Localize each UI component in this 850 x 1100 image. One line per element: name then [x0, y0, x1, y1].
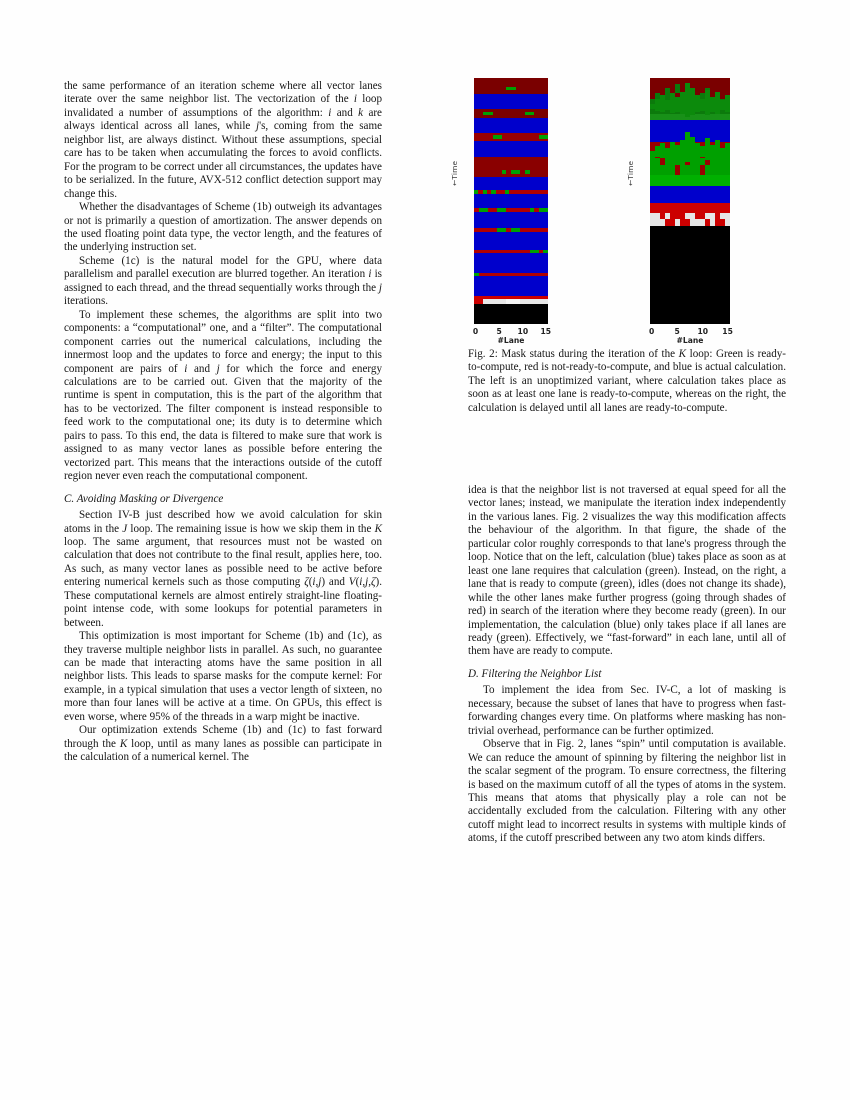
- heatmap-cell: [474, 276, 548, 296]
- heatmap-row: [474, 212, 548, 228]
- heatmap-cell: [474, 78, 548, 87]
- paragraph: Whether the disadvantages of Scheme (1b) outweigh its advantages or not is primarily a question of amortization. The answer depends on the used floating point data type, the vector length, and the features of the underlying instruction set.: [64, 201, 382, 254]
- heatmap-row: [474, 276, 548, 296]
- heatmap-row: [650, 165, 730, 175]
- y-axis-label: ←Time: [626, 160, 635, 186]
- heatmap-row: [650, 99, 730, 106]
- paragraph: Observe that in Fig. 2, lanes “spin” until computation is available. We can reduce the amount of spinning by filtering the neighbor list in the scalar segment of the program. To ensure correctness, the filtering is based on the maximum cutoff of all the types of atoms in the system. This means that atoms that physically play a role can not be accidentally excluded from the calculation. Filtering with any other cutoff might lead to incorrect results in systems with multiple kinds of atoms, if the cutoff prescribed between any two atom kinds differs.: [468, 738, 786, 845]
- heatmap-cell: [474, 94, 548, 109]
- figure-caption: Fig. 2: Mask status during the iteration of the K loop: Green is ready-to-compute, red is not-ready-to-compute, and blue is actual calculation. The left is an unoptimized variant, where calculation takes place as soon as at least one lane is ready-to-compute, whereas on the right, the calculation is delayed until all lanes are ready-to-compute.: [468, 348, 786, 414]
- x-tick: 10: [517, 327, 529, 336]
- heatmap-row: [474, 94, 548, 109]
- heatmap-cell: [650, 158, 660, 165]
- figure-plots: [450, 78, 786, 350]
- heatmap-cell: [715, 99, 730, 106]
- paragraph: Section IV-B just described how we avoid calculation for skin atoms in the J loop. The remaining issue is how we skip them in the K loop. The same argument, that resources must not be wasted on calculation that does not contribute to the final result, applies here, too. As such, as many vector lanes as possible need to be active before entering numerical kernels such as those computing ζ(i,j) and V(i,j,ζ). These computational kernels are almost entirely straight-line floating-point intense code, with some lookups for potential parameters in between.: [64, 509, 382, 629]
- heatmap-row: [474, 304, 548, 324]
- heatmap-row: [474, 194, 548, 209]
- heatmap-cell: [680, 99, 690, 106]
- heatmap-cell: [474, 253, 548, 273]
- heatmap-unoptimized: [474, 78, 548, 324]
- heatmap-cell: [665, 158, 685, 165]
- x-tick: 5: [674, 327, 680, 336]
- plot-unoptimized: [450, 78, 552, 345]
- figure-2: [450, 78, 786, 350]
- heatmap-cell: [650, 226, 730, 324]
- heatmap-row: [474, 253, 548, 273]
- heatmap-row: [474, 177, 548, 190]
- paragraph: Our optimization extends Scheme (1b) and (1c) to fast forward through the K loop, until as many lanes as possible can participate in the calculation of a numerical kernel. The: [64, 724, 382, 764]
- heatmap-row: [474, 118, 548, 133]
- paragraph: Scheme (1c) is the natural model for the GPU, where data parallelism and parallel execution are blurred together. An iteration i is assigned to each thread, and the thread sequentially works through the j iterations.: [64, 254, 382, 308]
- x-axis-label: #Lane: [497, 336, 525, 345]
- paragraph: the same performance of an iteration scheme where all vector lanes iterate over the same neighbor list. The vectorization of the i loop invalidated a number of assumptions of the algorithm: i and k are always identical across all lanes, while j's, coming from the same neighbor list, are always distinct. Without these assumptions, special care has to be taken when accumulating the forces to avoid conflicts. For the program to be correct under all circumstances, the updates have to be serialized. In the future, AVX-512 conflict detection support may change this.: [64, 80, 383, 200]
- paragraph: To implement these schemes, the algorithms are split into two components: a “computational” one, and a “filter”. The computational component carries out the numerical calculations, including the innermost loop and the updates to force and energy; the input to this component are pairs of i and j for which the force and energy calculations are to be carried out. Given that the majority of the runtime is spent in computation, this is the part of the algorithm that has to be vectorized. The filter component is instead responsible to feed work to the computational one; its duty is to determine which pairs to pass. To this end, the data is filtered to make sure that work is assigned to as many vector lanes as possible before entering the vectorized part. This means that the interactions outside of the cutoff region never even reach the computational component.: [64, 308, 382, 483]
- heatmap-cell: [474, 304, 548, 324]
- section-heading-d: D. Filtering the Neighbor List: [468, 667, 602, 680]
- heatmap-cell: [474, 194, 548, 209]
- heatmap-cell: [695, 99, 710, 106]
- right-column: [468, 484, 786, 846]
- y-axis-label: ←Time: [450, 160, 459, 186]
- heatmap-cell: [650, 120, 730, 142]
- heatmap-row: [650, 175, 730, 186]
- heatmap-cell: [474, 232, 548, 250]
- paragraph: This optimization is most important for Scheme (1b) and (1c), as they traverse multiple neighbor lists in parallel. As such, no guarantee can be made that interacting atoms have the same position in all neighbor lists. This leads to sparse masks for the compute kernel: For example, in a typical simulation that uses a vector length of sixteen, no more than four lanes will be active at a time. On GPUs, this effect is even worse, where 95% of the threads in a warp might be inactive.: [64, 630, 382, 723]
- x-axis-unoptimized: [472, 325, 552, 345]
- heatmap-row: [650, 226, 730, 324]
- heatmap-cell: [690, 158, 705, 165]
- heatmap-cell: [685, 106, 730, 113]
- heatmap-row: [474, 232, 548, 250]
- heatmap-cell: [660, 99, 675, 106]
- heatmap-cell: [680, 165, 700, 175]
- heatmap-cell: [474, 212, 548, 228]
- heatmap-optimized: [650, 78, 730, 324]
- x-tick: 15: [540, 327, 552, 336]
- heatmap-cell: [650, 186, 730, 203]
- paragraph: To implement the idea from Sec. IV-C, a lot of masking is necessary, because the subset of lanes that have to progress when fast-forwarding changes every time. On platforms where masking has non-trivial overhead, performance can be further optimized.: [468, 684, 786, 737]
- heatmap-cell: [650, 106, 680, 113]
- x-axis-optimized: [648, 325, 733, 345]
- heatmap-row: [474, 78, 548, 87]
- heatmap-row: [650, 203, 730, 213]
- heatmap-cell: [474, 118, 548, 133]
- left-column: [64, 80, 382, 765]
- x-axis-label: #Lane: [676, 336, 704, 345]
- heatmap-cell: [650, 203, 730, 213]
- heatmap-row: [650, 186, 730, 203]
- x-tick: 15: [722, 327, 733, 336]
- x-tick: 0: [472, 327, 479, 336]
- heatmap-cell: [474, 141, 548, 157]
- section-heading-c: C. Avoiding Masking or Divergence: [64, 492, 224, 505]
- x-tick: 10: [697, 327, 709, 336]
- heatmap-row: [650, 106, 730, 113]
- heatmap-cell: [474, 157, 548, 170]
- heatmap-cell: [710, 158, 730, 165]
- heatmap-row: [474, 141, 548, 157]
- heatmap-row: [650, 158, 730, 165]
- heatmap-cell: [705, 165, 730, 175]
- heatmap-cell: [650, 175, 730, 186]
- paragraph: idea is that the neighbor list is not traversed at equal speed for all the vector lanes; instead, we manipulate the iteration index independently in the various lanes. Fig. 2 visualizes the way this modification affects the behaviour of the algorithm. In that figure, the shade of the particular color roughly corresponds to that lane's progress through the loop. Notice that on the left, calculation (blue) takes place as soon as at least one lane requires that calculation (green). Instead, on the right, a lane that is ready to compute (green), idles (does not change its shade), while the other lanes make further progress (going through shades of red) in search of the iteration where they become ready (green). In our implementation, the calculation (blue) only takes place if all lanes are ready (green). Effectively, we “fast-forward” in each lane, until all of them have are ready to compute.: [468, 484, 786, 658]
- heatmap-row: [474, 157, 548, 170]
- heatmap-cell: [474, 177, 548, 190]
- plot-optimized: [626, 78, 733, 345]
- heatmap-row: [650, 120, 730, 142]
- heatmap-cell: [650, 165, 675, 175]
- x-tick: 5: [496, 327, 502, 336]
- x-tick: 0: [648, 327, 655, 336]
